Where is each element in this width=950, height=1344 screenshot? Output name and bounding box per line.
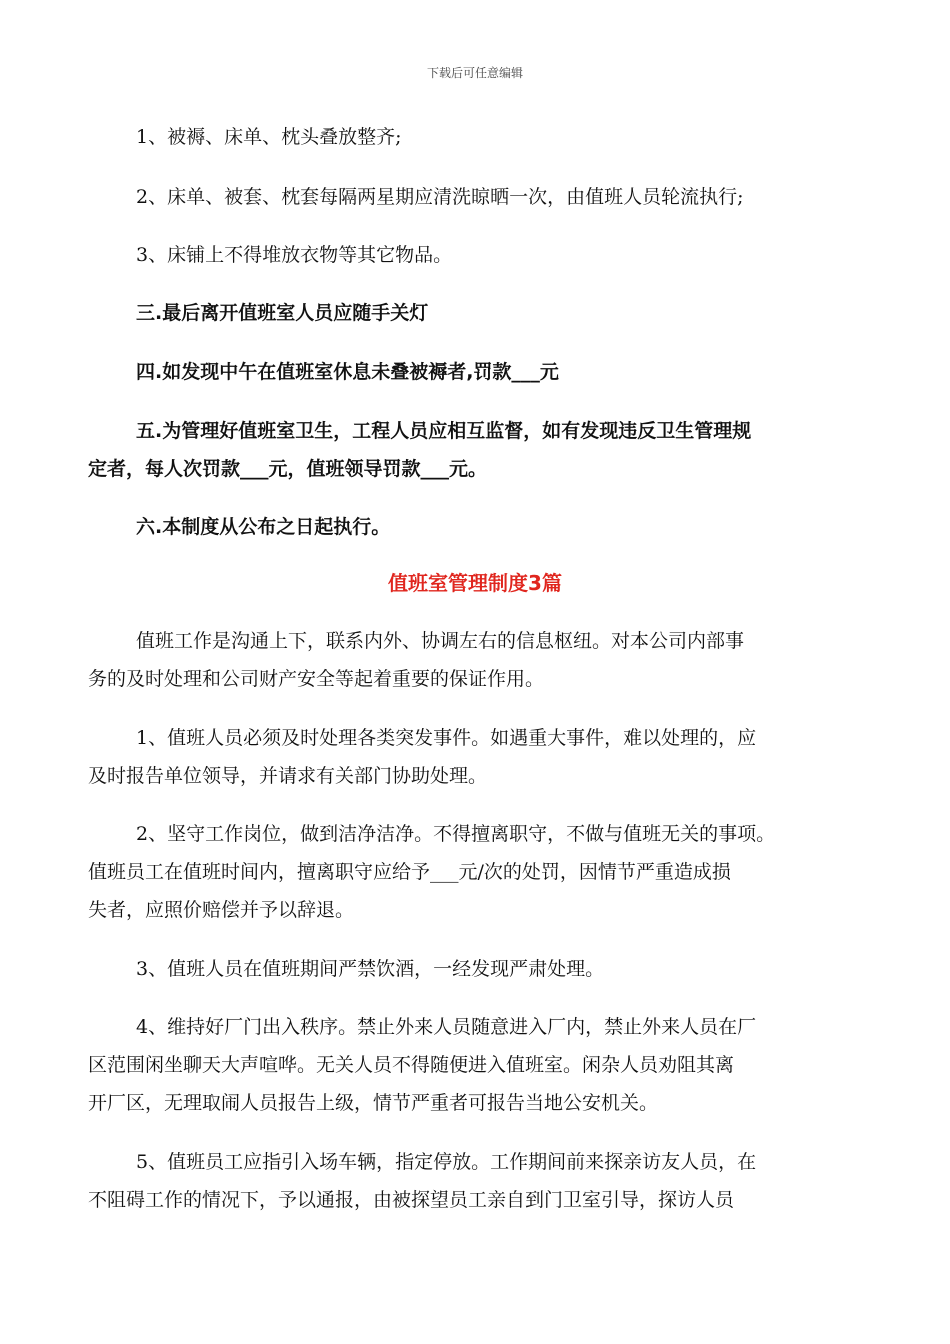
item-2-line-3: 失者，应照价赔偿并予以辞退。	[88, 899, 355, 921]
document-title: 值班室管理制度3篇	[388, 571, 562, 595]
item-5-line-1: 5、值班员工应指引入场车辆，指定停放。工作期间前来探亲访友人员，在	[136, 1151, 757, 1173]
section-six: 六.本制度从公布之日起执行。	[136, 516, 391, 538]
page-header: 下载后可任意编辑	[426, 66, 523, 80]
intro-line-2: 务的及时处理和公司财产安全等起着重要的保证作用。	[88, 668, 545, 690]
item-1-line-2: 及时报告单位领导，并请求有关部门协助处理。	[88, 765, 488, 787]
item-5-line-2: 不阻碍工作的情况下，予以通报，由被探望员工亲自到门卫室引导，探访人员	[88, 1189, 735, 1211]
rule-line-3: 3、床铺上不得堆放衣物等其它物品。	[136, 244, 453, 266]
item-4-line-2: 区范围闲坐聊天大声喧哗。无关人员不得随便进入值班室。闲杂人员劝阻其离	[88, 1054, 735, 1076]
section-four: 四.如发现中午在值班室休息未叠被褥者,罚款___元	[136, 361, 559, 383]
section-three: 三.最后离开值班室人员应随手关灯	[136, 302, 429, 324]
section-five-line-1: 五.为管理好值班室卫生，工程人员应相互监督，如有发现违反卫生管理规	[136, 420, 752, 442]
item-2-line-2: 值班员工在值班时间内，擅离职守应给予___元/次的处罚，因情节严重造成损	[88, 861, 731, 883]
item-3-line-1: 3、值班人员在值班期间严禁饮酒，一经发现严肃处理。	[136, 958, 605, 980]
section-five-line-2: 定者，每人次罚款___元，值班领导罚款___元。	[88, 458, 488, 480]
item-4-line-1: 4、维持好厂门出入秩序。禁止外来人员随意进入厂内，禁止外来人员在厂	[136, 1016, 757, 1038]
item-1-line-1: 1、值班人员必须及时处理各类突发事件。如遇重大事件，难以处理的，应	[136, 727, 757, 749]
intro-line-1: 值班工作是沟通上下，联系内外、协调左右的信息枢纽。对本公司内部事	[136, 630, 745, 652]
item-4-line-3: 开厂区，无理取闹人员报告上级，情节严重者可报告当地公安机关。	[88, 1092, 659, 1114]
rule-line-2: 2、床单、被套、枕套每隔两星期应清洗晾晒一次，由值班人员轮流执行;	[136, 186, 744, 208]
item-2-line-1: 2、坚守工作岗位，做到洁净洁净。不得擅离职守，不做与值班无关的事项。	[136, 823, 776, 845]
rule-line-1: 1、被褥、床单、枕头叠放整齐;	[136, 126, 402, 148]
